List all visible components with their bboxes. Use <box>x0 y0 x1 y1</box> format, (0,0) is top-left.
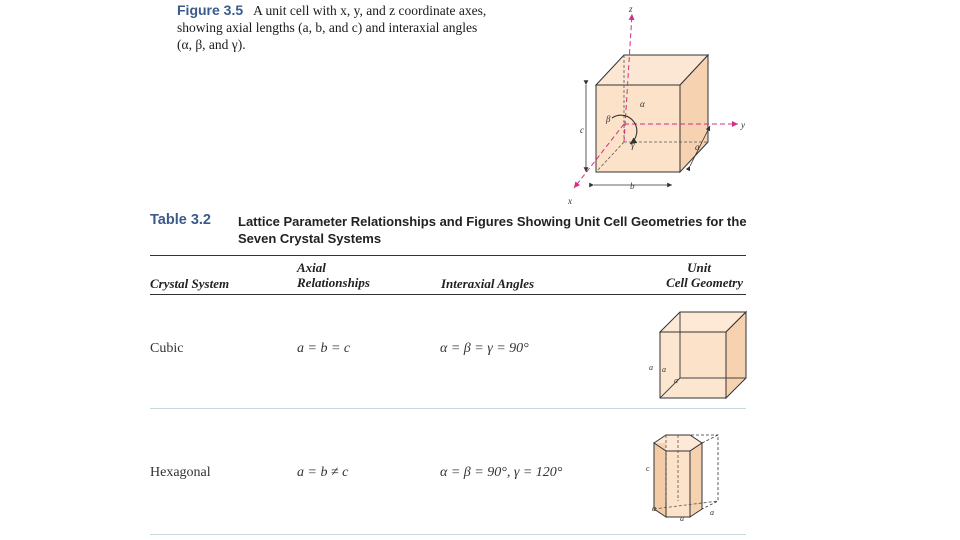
header-geometry-line-2: Cell Geometry <box>666 275 743 290</box>
figure-number: Figure 3.5 <box>177 2 244 18</box>
header-interaxial-angles: Interaxial Angles <box>441 276 535 291</box>
row-cubic-axial: a = b = c <box>297 341 351 356</box>
cubic-label-a3: a <box>674 376 678 385</box>
header-geometry-line-1: Unit <box>687 260 711 275</box>
hex-label-a3: a <box>710 508 714 517</box>
row-divider <box>150 408 746 409</box>
header-crystal-system: Crystal System <box>150 276 230 291</box>
row-hexagonal-system: Hexagonal <box>150 465 211 480</box>
row-hexagonal-angles: α = β = 90°, γ = 120° <box>440 465 563 480</box>
label-c: c <box>580 125 584 135</box>
hex-label-a2: a <box>680 514 684 523</box>
label-y: y <box>741 120 745 130</box>
label-a: a <box>695 142 700 152</box>
unit-cell-diagram <box>560 0 760 210</box>
row-divider-bottom <box>150 534 746 535</box>
row-cubic-system: Cubic <box>150 341 184 356</box>
header-bottom-rule <box>150 294 746 295</box>
label-x: x <box>568 196 572 206</box>
table-top-rule <box>150 255 746 256</box>
label-beta: β <box>606 114 611 124</box>
cubic-cell-figure <box>640 300 750 400</box>
caption-text-1: A unit cell with x, y, and z coordinate axes, <box>253 3 487 18</box>
hexagonal-cell-figure <box>640 425 740 525</box>
label-z: z <box>629 4 633 14</box>
header-unit-cell-geometry <box>600 260 743 290</box>
header-axial-line-2: Relationships <box>297 275 370 290</box>
label-gamma: γ <box>631 140 635 150</box>
table-title <box>238 213 758 247</box>
row-hexagonal-axial: a = b ≠ c <box>297 465 349 480</box>
table-number: Table 3.2 <box>150 212 211 228</box>
header-axial-line-1: Axial <box>297 260 326 275</box>
table-title-line-1: Lattice Parameter Relationships and Figures Showing Unit Cell Geometries for the <box>238 214 747 229</box>
table-title-line-2: Seven Crystal Systems <box>238 231 382 246</box>
hex-label-a1: a <box>652 504 656 513</box>
header-axial <box>297 260 370 290</box>
row-cubic-angles: α = β = γ = 90° <box>440 341 529 356</box>
cubic-label-a2: a <box>662 365 666 374</box>
figure-caption-line-1 <box>177 2 557 19</box>
caption-text-2: showing axial lengths (a, b, and c) and interaxial angles <box>177 20 478 35</box>
label-b: b <box>630 181 635 191</box>
label-alpha: α <box>640 99 645 109</box>
figure-caption <box>177 2 557 53</box>
caption-text-3: (α, β, and γ). <box>177 37 246 52</box>
cubic-label-a1: a <box>649 363 653 372</box>
hex-label-c: c <box>646 464 650 473</box>
